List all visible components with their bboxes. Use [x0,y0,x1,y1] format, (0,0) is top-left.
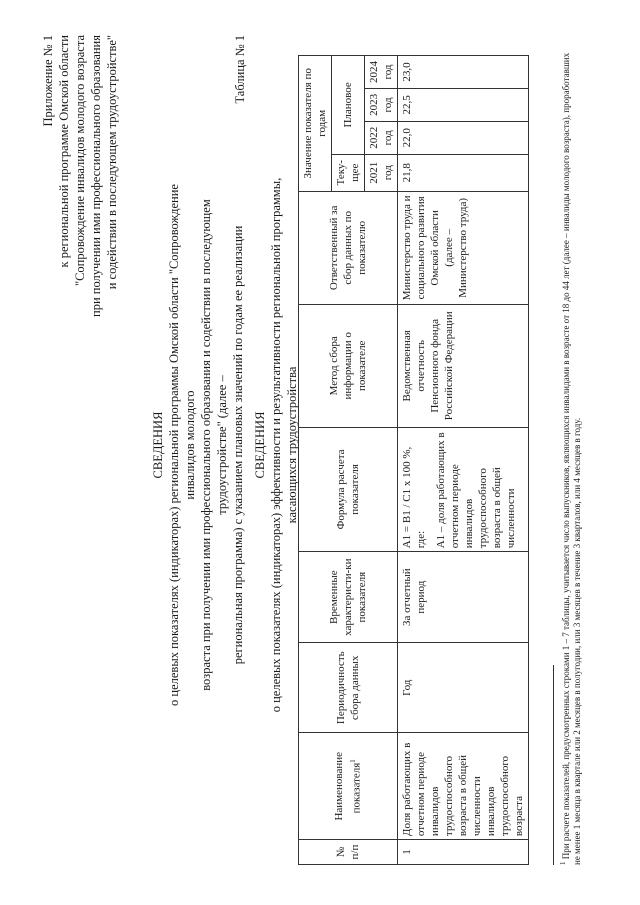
footnote-marker: 1 [349,759,358,763]
header-method: Метод сбора информации о показателе [299,305,398,427]
cell-period: Год [398,643,529,733]
cell-name: Доля работающих в отчетном периоде инвалидов трудоспособного возраста в общей численности инвалидов трудоспособного возраста [398,733,529,840]
header-num: № п/п [299,840,398,865]
header-year: 2022 год [365,121,398,154]
appendix-line: и содействии в последующем трудоустройстве" [105,35,119,290]
title-line: региональная программа) с указанием плановых значений по годам ее реализации [231,225,245,665]
header-year: 2021 год [365,154,398,191]
table-label: Таблица № 1 [233,35,247,104]
cell-formula [398,427,529,552]
header-year: 2023 год [365,88,398,121]
appendix-line: при получении ими профессионального образования [89,35,103,317]
appendix-line: Приложение № 1 [41,35,55,127]
formula-line: где: [415,530,427,549]
cell-responsible: Министерство труда и социального развития Омской области (далее – Министерство труда) [398,191,529,304]
footnote [558,45,583,865]
header-current: Теку-щее [332,154,365,191]
title-line: о целевых показателях (индикаторах) региональной программы Омской области "Сопровождение инвалидов молодого [167,184,197,706]
formula-line: А1 – доля работающих в отчетном периоде инвалидов трудоспособного возраста в общей численности [435,432,517,549]
table-title [252,177,300,713]
cell-value-2023: 22,5 [398,88,529,121]
header-name-text: Наименование показателя [333,752,363,821]
table-title-heading: СВЕДЕНИЯ [253,411,267,479]
appendix-line: "Сопровождение инвалидов молодого возраста [73,35,87,287]
header-name [299,733,398,840]
formula-line: А1 = В1 / С1 x 100 %, [401,446,413,549]
header-value-group: Значение показателя по годам [299,56,332,192]
indicators-table [298,55,529,865]
cell-method: Ведомственная отчетность Пенсионного фонда Российской Федерации [398,305,529,427]
cell-time: За отчетный период [398,552,529,643]
table-row [398,56,529,865]
header-time: Временные характеристи-ки показателя [299,552,398,643]
footnote-text: При расчете показателей, предусмотренных строками 1 – 7 таблицы, учитывается число выпускников, являющихся инвалидами в возрасте от 18 до 44 лет (далее – инвалиды молодого возраста), проработавших не менее 1 месяца в квартале или 2 месяцев в полугодии, или 3 месяцев в течение 3 кварталов, или 4 месяцев в году. [561,52,582,865]
cell-num: 1 [398,840,529,865]
header-period: Периодичность сбора данных [299,643,398,733]
table-header-row [299,56,332,865]
cell-value-2024: 23,0 [398,56,529,89]
header-planned: Плановое [332,56,365,155]
cell-value-2022: 22,0 [398,121,529,154]
cell-value-2021: 21,8 [398,154,529,191]
appendix-header [40,35,120,435]
footnote-divider [553,665,554,865]
document-title [150,165,246,725]
footnote-number: 1 [559,861,567,865]
appendix-line: к региональной программе Омской области [57,35,71,268]
title-line: возраста при получении ими профессионального образования и содействии в последующем трудоустройстве" (далее – [199,199,229,691]
header-responsible: Ответственный за сбор данных по показателю [299,191,398,304]
table-title-line: касающихся трудоустройства [285,366,299,524]
header-year: 2024 год [365,56,398,89]
title-heading: СВЕДЕНИЯ [151,411,165,479]
table-title-line: о целевых показателях (индикаторах) эффективности и результативности региональной программы, [269,177,283,713]
header-formula: Формула расчета показателя [299,427,398,552]
